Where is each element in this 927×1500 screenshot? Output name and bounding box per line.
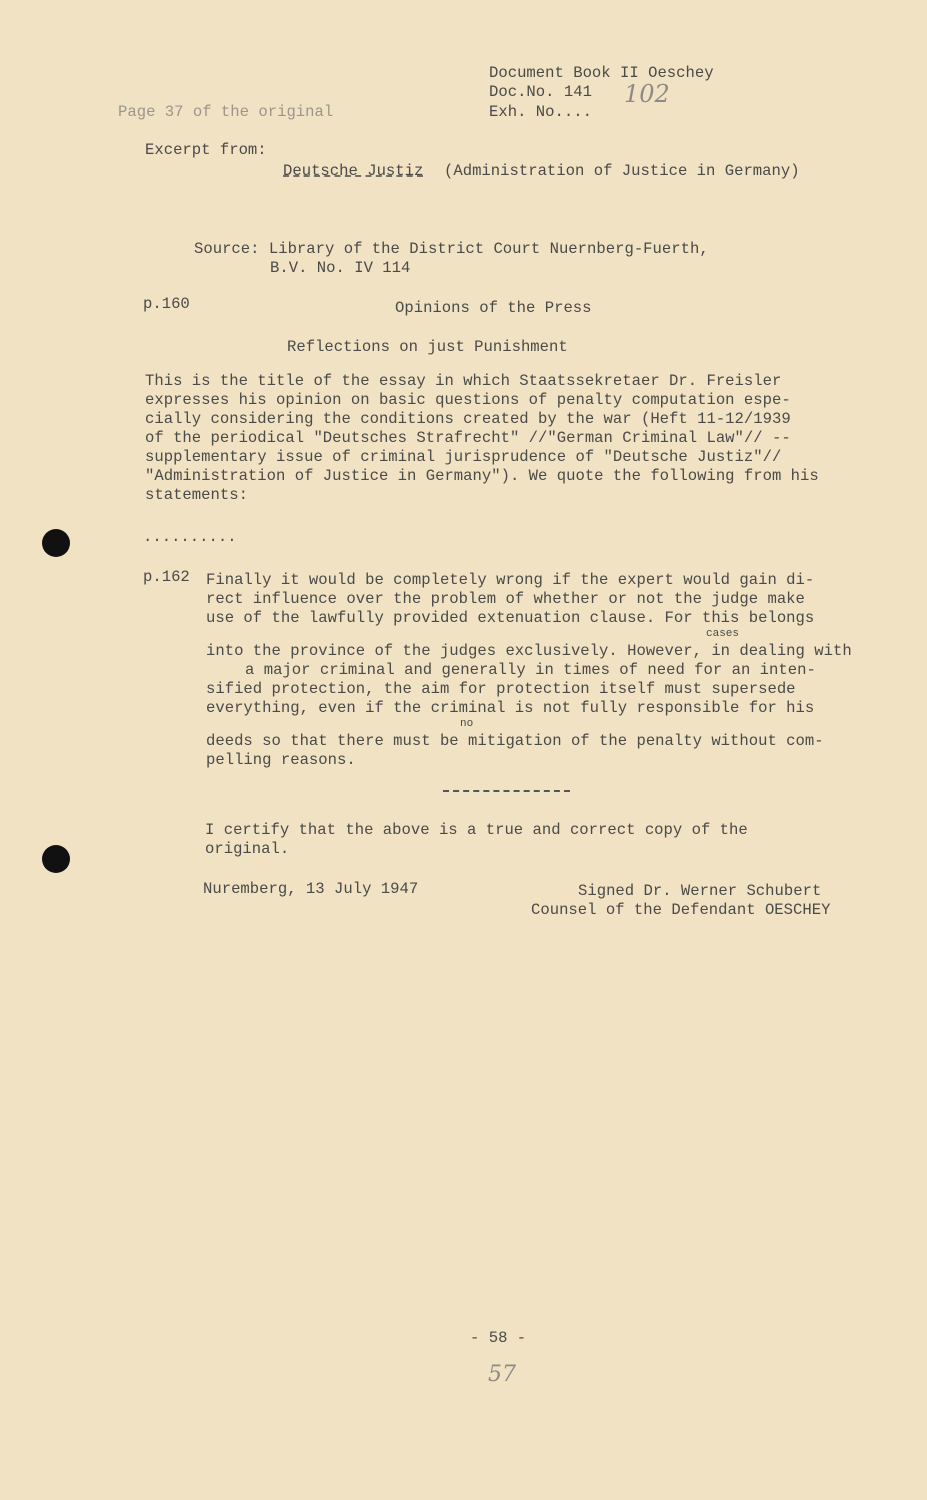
paragraph-line: rect influence over the problem of whether or not the judge make — [206, 590, 805, 608]
paragraph-line: expresses his opinion on basic questions of penalty computation espe- — [145, 391, 791, 409]
publication-translation: (Administration of Justice in Germany) — [444, 162, 800, 180]
paragraph-line: supplementary issue of criminal jurisprudence of "Deutsche Justiz"// — [145, 448, 782, 466]
certification-line: I certify that the above is a true and correct copy of the — [205, 821, 748, 839]
page-ref: p.162 — [143, 568, 190, 586]
page-of-original: Page 37 of the original — [118, 103, 334, 121]
typed-insertion: no — [460, 718, 474, 730]
paragraph-line: Finally it would be completely wrong if the expert would gain di- — [206, 571, 815, 589]
section-heading: Opinions of the Press — [395, 299, 592, 317]
doc-book-label: Document Book II Oeschey — [489, 64, 714, 82]
paragraph-line: sified protection, the aim for protection itself must supersede — [206, 680, 796, 698]
punch-hole — [42, 529, 70, 557]
paragraph-line: use of the lawfully provided extenuation clause. For this belongs — [206, 609, 815, 627]
paragraph-line: a major criminal and generally in times of need for an inten- — [245, 661, 816, 679]
ellipsis: .......... — [143, 528, 237, 546]
certification-line: original. — [205, 840, 290, 858]
paragraph-line: This is the title of the essay in which Staatssekretaer Dr. Freisler — [145, 372, 782, 390]
signer-role: Counsel of the Defendant OESCHEY — [531, 901, 831, 919]
paragraph-line: everything, even if the criminal is not fully responsible for his — [206, 699, 815, 717]
paragraph-line: into the province of the judges exclusively. However, in dealing with — [206, 642, 852, 660]
separator — [443, 790, 570, 792]
source-line: Source: Library of the District Court Nuernberg-Fuerth, — [194, 240, 709, 258]
paragraph-line: pelling reasons. — [206, 751, 356, 769]
handwritten-page-number: 57 — [488, 1362, 516, 1387]
exh-no-label: Exh. No.... — [489, 103, 592, 121]
paragraph-line: statements: — [145, 486, 248, 504]
punch-hole — [42, 845, 70, 873]
section-subheading: Reflections on just Punishment — [287, 338, 568, 356]
signature: Signed Dr. Werner Schubert — [578, 882, 822, 900]
publication-title: Deutsche Justiz — [283, 162, 424, 180]
handwritten-doc-no: 102 — [624, 80, 670, 108]
typed-insertion: cases — [706, 628, 740, 640]
paragraph-line: of the periodical "Deutsches Strafrecht" //"German Criminal Law"// -- — [145, 429, 791, 447]
source-line: B.V. No. IV 114 — [270, 259, 411, 277]
paragraph-line: cially considering the conditions created by the war (Heft 11-12/1939 — [145, 410, 791, 428]
page-number: - 58 - — [470, 1329, 527, 1347]
excerpt-label: Excerpt from: — [145, 141, 267, 159]
paragraph-line: "Administration of Justice in Germany"). We quote the following from his — [145, 467, 819, 485]
page-ref: p.160 — [143, 295, 190, 313]
place-date: Nuremberg, 13 July 1947 — [203, 880, 419, 898]
doc-no-label: Doc.No. 141 — [489, 83, 592, 101]
paragraph-line: deeds so that there must be mitigation of the penalty without com- — [206, 732, 824, 750]
